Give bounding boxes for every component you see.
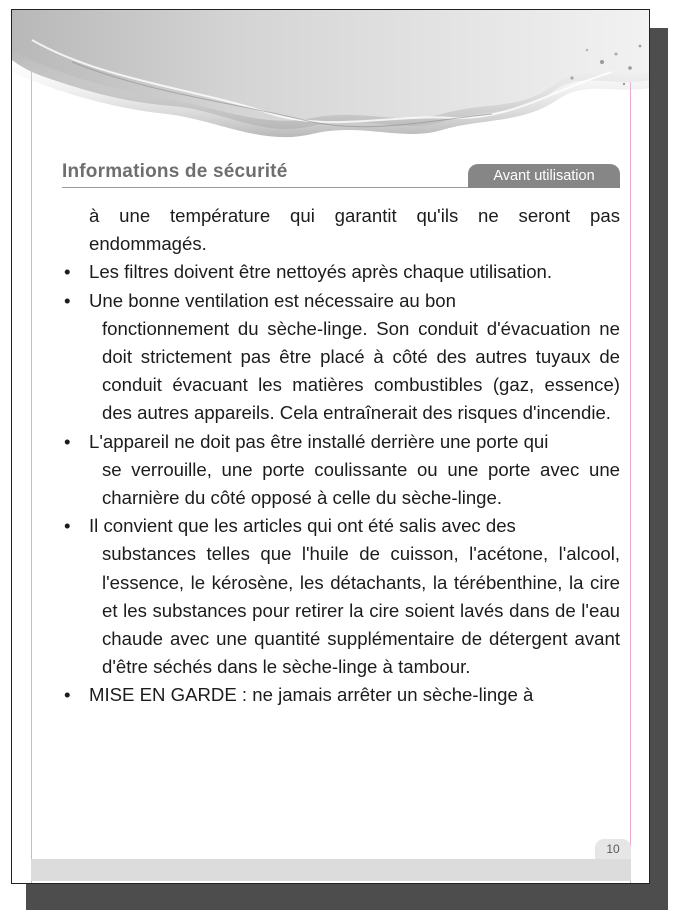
chapter-tab: Avant utilisation — [468, 164, 620, 188]
manual-page — [11, 9, 650, 884]
list-item-continuation: substances telles que l'huile de cuisson, l'acétone, l'alcool, l'essence, le kérosène, les détachants, la térébenthine, la cire et les substances pour retirer la cire soient lavés dans de l'eau chaude avec une quantité supplémentaire de détergent avant d'être séchés dans le sèche-linge à tambour. — [102, 543, 620, 678]
safety-text — [64, 202, 620, 710]
bullet-icon: • — [64, 261, 71, 283]
list-item — [64, 258, 620, 286]
footer-band — [31, 859, 631, 881]
continuation-paragraph: à une température qui garantit qu'ils ne seront pas endommagés. — [89, 205, 620, 255]
list-item-continuation: se verrouille, une porte coulissante ou une porte avec une charnière du côté opposé à celle du sèche-linge. — [102, 458, 620, 509]
section-title: Informations de sécurité — [62, 161, 288, 182]
bullet-icon: • — [64, 684, 71, 706]
page-number: 10 — [595, 839, 631, 859]
list-item-first-line: Une bonne ventilation est nécessaire au bon — [89, 289, 456, 311]
list-item — [64, 428, 620, 513]
list-item — [64, 512, 620, 681]
list-item-first-line: Les filtres doivent être nettoyés après chaque utilisation. — [89, 261, 553, 283]
list-item — [64, 287, 620, 428]
list-item-continuation: fonctionnement du sèche-linge. Son conduit d'évacuation ne doit strictement pas être placé à côté des autres tuyaux de conduit évacuant les matières combustibles (gaz, essence) des autres appareils. Cela entraînerait des risques d'incendie. — [102, 317, 620, 424]
water-splash-banner — [12, 10, 650, 170]
list-item-first-line: Il convient que les articles qui ont été salis avec des — [89, 515, 516, 537]
list-item-first-line: MISE EN GARDE : ne jamais arrêter un sèche-linge à — [89, 684, 534, 706]
list-item-first-line: L'appareil ne doit pas être installé derrière une porte qui — [89, 430, 549, 452]
bullet-icon: • — [64, 430, 71, 452]
bullet-icon: • — [64, 515, 71, 537]
list-item — [64, 681, 620, 709]
bullet-icon: • — [64, 289, 71, 311]
